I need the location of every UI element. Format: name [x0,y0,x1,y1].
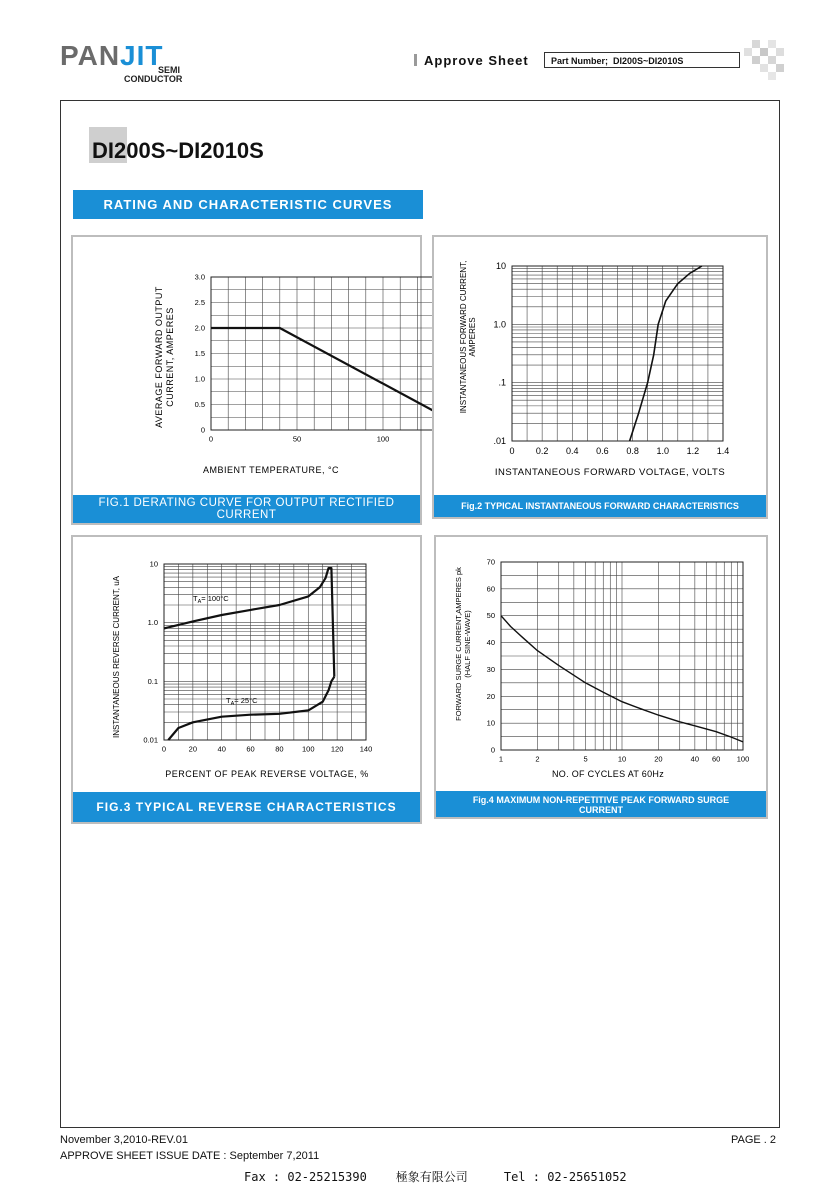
footer-contact: Fax : 02-25215390 極象有限公司 Tel : 02-25651052 [244,1170,627,1184]
fig4-xlabel: NO. OF CYCLES AT 60Hz [552,769,664,779]
fig3-ann-100 [193,594,229,605]
series-line-1 [630,266,702,441]
fig2-panel [432,235,768,519]
x-tick-label: 1.4 [716,446,730,456]
fig3-panel [71,535,422,824]
x-tick-label: 20 [654,754,663,764]
approve-sheet-label [414,53,529,68]
fig2-ylabel: INSTANTANEOUS FORWARD CURRENT,AMPERES [459,260,477,414]
y-tick-label: 0 [200,425,205,435]
x-tick-label: 20 [188,744,198,754]
part-number-value: DI200S~DI2010S [613,56,684,66]
y-tick-label: 10 [149,559,158,569]
y-tick-label: 0.5 [194,400,205,409]
fig1-panel [71,235,422,525]
x-tick-label: 80 [275,744,284,754]
footer-issue-date: APPROVE SHEET ISSUE DATE : September 7,2011 [60,1150,320,1162]
page-title: DI200S~DI2010S [92,138,264,163]
y-tick-label: 1.0 [147,618,158,628]
fig1-ylabel: AVERAGE FORWARD OUTPUTCURRENT, AMPERES [154,286,175,428]
x-tick-label: 0.6 [596,446,609,456]
x-tick-label: 40 [217,744,226,754]
y-tick-label: 70 [486,557,495,567]
x-tick-label: 100 [302,744,315,754]
part-number-box [544,52,740,68]
logo-jit: JIT [120,40,164,71]
x-tick-label: 5 [583,754,588,764]
series-line-2 [168,677,334,740]
y-tick-label: 10 [486,718,495,728]
x-tick-label: 0.2 [535,446,549,456]
y-tick-label: 2.0 [194,323,205,333]
y-tick-label: .01 [493,436,506,446]
x-tick-label: 40 [690,754,700,764]
fig1-xlabel: AMBIENT TEMPERATURE, °C [202,465,340,475]
x-tick-label: 50 [292,434,302,444]
fig3-ann-100-t: T [193,594,198,603]
approve-bar-icon [414,54,417,66]
fig3-chart [73,537,420,792]
x-tick-label: 0 [509,446,515,456]
section-heading: RATING AND CHARACTERISTIC CURVES [73,190,423,219]
fig4-caption: Fig.4 MAXIMUM NON-REPETITIVE PEAK FORWARD SURGE CURRENT [436,791,766,817]
y-tick-label: 1.5 [194,349,205,358]
x-tick-label: 0.8 [626,446,639,456]
y-tick-label: 0.1 [147,676,158,686]
footer-page: PAGE . 2 [731,1134,777,1146]
fig3-ann-25 [226,696,258,707]
x-tick-label: 0.4 [566,446,579,456]
fig2-caption: Fig.2 TYPICAL INSTANTANEOUS FORWARD CHARACTERISTICS [434,495,766,517]
y-tick-label: 0 [490,745,495,755]
fig3-ann-25-sub: A [230,701,235,707]
y-tick-label: 1.0 [194,374,205,384]
x-tick-label: 100 [736,754,750,764]
approve-text: Approve Sheet [424,53,529,68]
logo-sub-conductor: CONDUCTOR [124,74,183,84]
x-tick-label: 60 [246,744,255,754]
fig4-panel [434,535,768,819]
y-tick-label: 3.0 [194,272,205,282]
logo-subtitle [124,65,183,84]
fig1-chart [73,237,420,495]
fig3-ann-100-val: = 100°C [201,594,229,603]
y-tick-label: 40 [486,638,495,648]
footer-date: November 3,2010-REV.01 [60,1134,189,1146]
fig3-caption: FIG.3 TYPICAL REVERSE CHARACTERISTICS [73,792,420,822]
fig2-chart [434,237,766,495]
y-tick-label: 30 [486,664,495,674]
y-tick-label: 2.5 [194,298,205,307]
x-tick-label: 2 [535,754,540,764]
x-tick-label: 1.2 [686,446,700,456]
x-tick-label: 10 [617,754,627,764]
x-tick-label: 120 [330,744,344,754]
fig4-ylabel: FORWARD SURGE CURRENT,AMPERES pk(HALF SINE-WAVE) [454,567,472,721]
x-tick-label: 140 [359,744,373,754]
x-tick-label: 0 [208,434,214,444]
y-tick-label: 0.01 [143,735,158,745]
part-number-label: Part Number; [551,56,609,66]
y-tick-label: .1 [498,377,506,388]
x-tick-label: 60 [711,754,721,764]
fig3-ylabel: INSTANTANEOUS REVERSE CURRENT, uA [112,576,121,738]
y-tick-label: 20 [486,691,495,701]
x-tick-label: 1 [498,754,504,764]
x-tick-label: 1.0 [656,446,669,456]
logo-pan: PAN [60,40,121,71]
checker-decoration-icon [744,40,784,80]
fig2-xlabel: INSTANTANEOUS FORWARD VOLTAGE, VOLTS [494,467,726,478]
fig4-chart [436,537,766,791]
fig1-caption: FIG.1 DERATING CURVE FOR OUTPUT RECTIFIED CURRENT [73,495,420,523]
fig3-xlabel: PERCENT OF PEAK REVERSE VOLTAGE, % [165,769,369,779]
y-tick-label: 10 [495,261,506,271]
y-tick-label: 1.0 [493,319,506,330]
logo-sub-semi: SEMI [157,65,180,75]
fig3-ann-25-t: T [226,696,231,705]
x-tick-label: 100 [376,434,390,444]
y-tick-label: 60 [486,584,495,594]
y-tick-label: 50 [486,611,495,621]
x-tick-label: 0 [161,744,167,754]
fig3-ann-100-sub: A [197,599,202,605]
fig3-ann-25-val: = 25°C [234,696,258,705]
